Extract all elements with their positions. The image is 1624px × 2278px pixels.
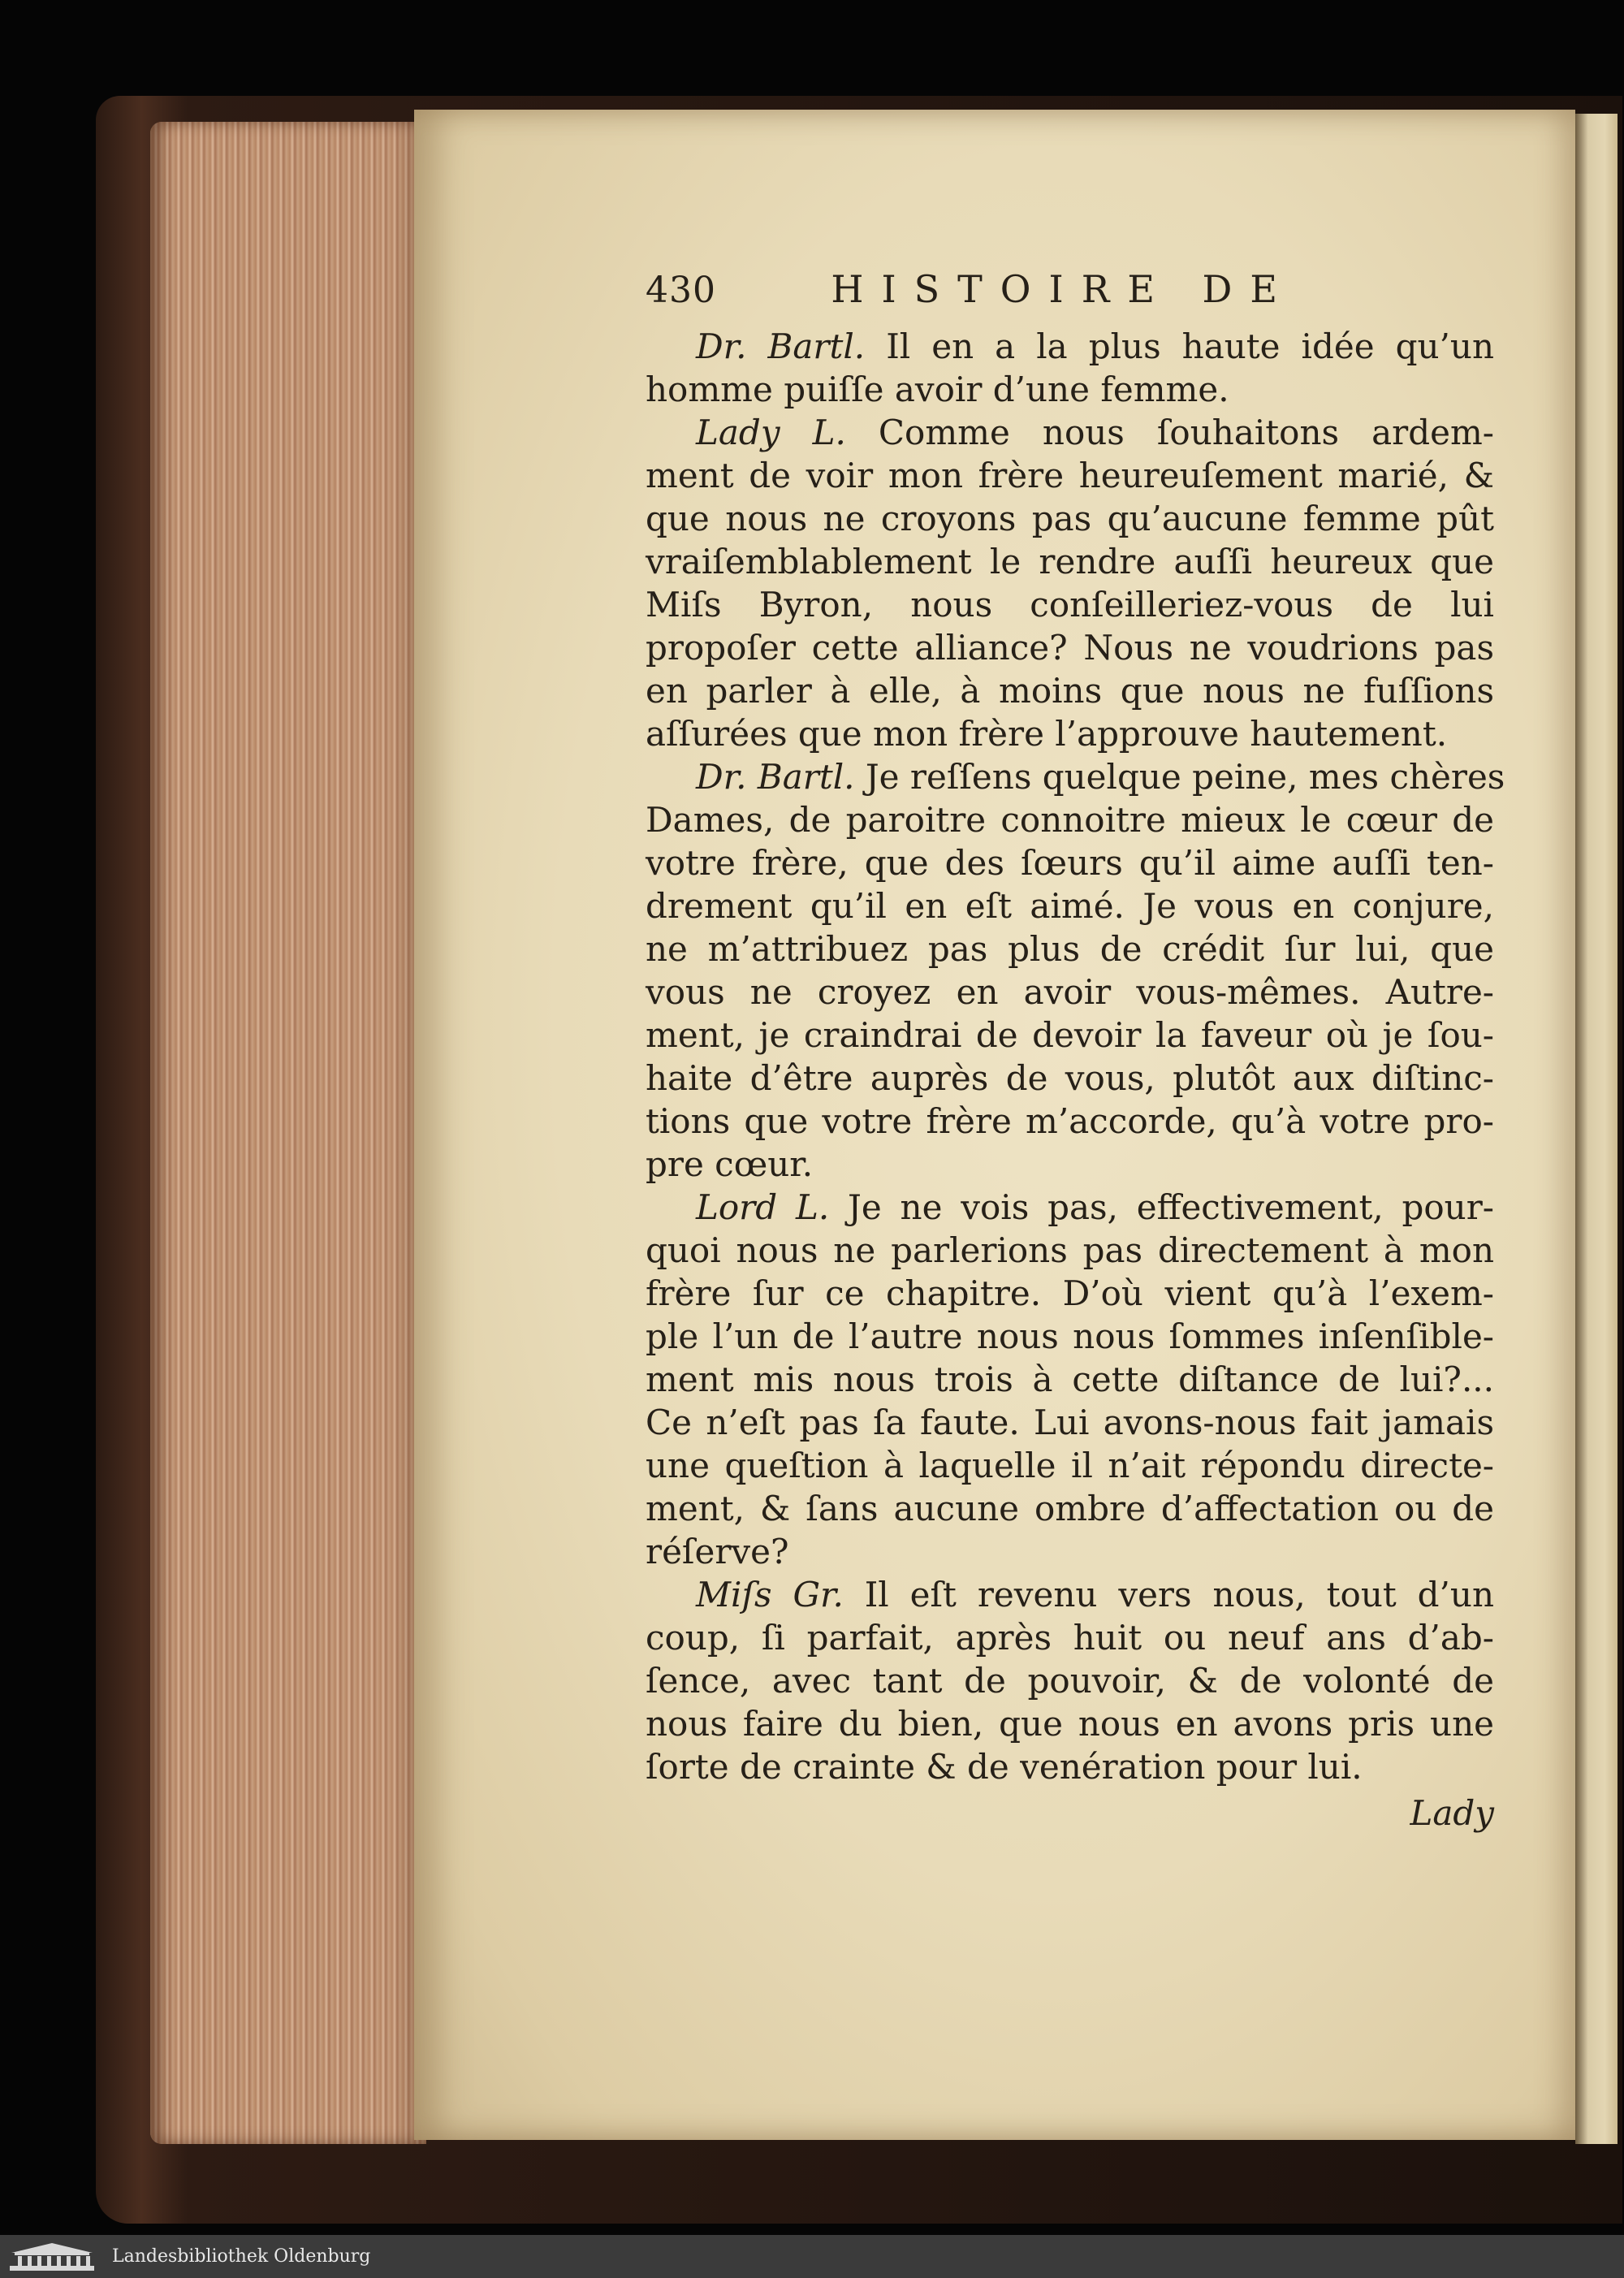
text-line <box>646 1745 1494 1788</box>
text-line <box>646 1057 1494 1100</box>
text-line <box>646 755 1505 798</box>
line-text: Il en a la plus haute idée qu’un <box>886 326 1494 366</box>
speaker-name: Miſs Gr. <box>696 1575 844 1614</box>
library-name: Landesbibliothek Oldenburg <box>112 2246 371 2267</box>
text-block <box>646 267 1505 1835</box>
page-number: 430 <box>646 270 716 311</box>
speaker-name: Dr. Bartl. <box>696 326 866 366</box>
running-head: HISTOIRE DE <box>831 267 1295 311</box>
line-text: ment, je craindrai de devoir la faveur où je ſou- <box>646 1015 1494 1055</box>
text-line <box>646 1186 1494 1229</box>
text-line <box>646 1444 1494 1487</box>
line-text: ple l’un de l’autre nous nous ſommes inſenſible- <box>646 1316 1494 1356</box>
text-line <box>646 669 1494 712</box>
line-text: vous ne croyez en avoir vous-mêmes. Autre- <box>646 972 1494 1012</box>
line-text: Il eſt revenu vers nous, tout d’un <box>864 1575 1494 1614</box>
text-line <box>646 540 1494 583</box>
text-line <box>646 841 1494 884</box>
library-building-icon <box>8 2241 96 2272</box>
line-text: une queſtion à laquelle il n’ait répondu directe- <box>646 1446 1494 1485</box>
line-text: nous faire du bien, que nous en avons pris une <box>646 1704 1494 1744</box>
text-line <box>646 411 1494 454</box>
body-text <box>646 325 1505 1788</box>
text-line <box>646 454 1494 497</box>
line-text: que nous ne croyons pas qu’aucune femme pût <box>646 499 1494 538</box>
line-text: ne m’attribuez pas plus de crédit ſur lui, que <box>646 929 1494 969</box>
line-text: coup, ſi parfait, après huit ou neuf ans d’ab- <box>646 1618 1494 1658</box>
text-line <box>646 626 1494 669</box>
text-line <box>646 1573 1494 1616</box>
text-line <box>646 1702 1494 1745</box>
page-header <box>646 268 1295 317</box>
line-text: homme puiſſe avoir d’une femme. <box>646 370 1229 409</box>
line-text: Je ne vois pas, effectivement, pour- <box>848 1187 1494 1227</box>
line-text: drement qu’il en eſt aimé. Je vous en conjure, <box>646 886 1494 926</box>
speaker-name: Lord L. <box>696 1187 830 1227</box>
line-text: quoi nous ne parlerions pas directement à mon <box>646 1230 1494 1270</box>
text-line <box>646 1143 1494 1186</box>
line-text: vraiſemblablement le rendre auſſi heureux que <box>646 542 1494 581</box>
line-text: Ce n’eſt pas ſa faute. Lui avons-nous fait jamais <box>646 1403 1494 1442</box>
text-line <box>646 1315 1494 1358</box>
text-line <box>646 1530 1494 1573</box>
text-line <box>646 1616 1494 1659</box>
text-line <box>646 1487 1494 1530</box>
text-line <box>646 1229 1494 1272</box>
text-line <box>646 1659 1494 1702</box>
line-text: pre cœur. <box>646 1144 814 1184</box>
text-line <box>646 1358 1494 1401</box>
line-text: ment, & ſans aucune ombre d’affectation ou de <box>646 1489 1494 1528</box>
line-text: en parler à elle, à moins que nous ne fuſſions <box>646 671 1494 711</box>
line-text: ment mis nous trois à cette diſtance de lui?... <box>646 1359 1494 1399</box>
facing-page-edge <box>1575 114 1618 2144</box>
catchword: Lady <box>1410 1793 1494 1833</box>
text-line <box>646 884 1494 927</box>
line-text: aſſurées que mon frère l’approuve hautement. <box>646 714 1448 754</box>
line-text: haite d’être auprès de vous, plutôt aux diſtinc- <box>646 1058 1494 1098</box>
text-line <box>646 368 1494 411</box>
text-line <box>646 970 1494 1014</box>
text-line <box>646 497 1494 540</box>
speaker-name: Dr. Bartl. <box>696 757 855 797</box>
text-line <box>646 325 1494 368</box>
line-text: tions que votre frère m’accorde, qu’à votre pro- <box>646 1101 1494 1141</box>
text-line <box>646 1100 1494 1143</box>
line-text: propoſer cette alliance? Nous ne voudrions pas <box>646 628 1494 668</box>
line-text: frère ſur ce chapitre. D’où vient qu’à l’exem- <box>646 1273 1494 1313</box>
text-line <box>646 583 1494 626</box>
line-text: réſerve? <box>646 1532 789 1571</box>
line-text: ſence, avec tant de pouvoir, & de volonté de <box>646 1661 1494 1701</box>
text-line <box>646 1014 1494 1057</box>
page-edges <box>150 122 426 2144</box>
speaker-name: Lady L. <box>696 413 846 452</box>
text-line <box>646 712 1494 755</box>
text-line <box>646 1272 1494 1315</box>
text-line <box>646 927 1494 970</box>
line-text: ſorte de crainte & de venération pour lui. <box>646 1747 1363 1787</box>
line-text: Miſs Byron, nous conſeilleriez-vous de lui <box>646 585 1494 625</box>
text-line <box>646 1401 1494 1444</box>
text-line <box>646 798 1494 841</box>
line-text: ment de voir mon frère heureuſement marié, & <box>646 456 1494 495</box>
line-text: Je reſſens quelque peine, mes chères <box>865 757 1505 797</box>
line-text: Comme nous ſouhaitons ardem- <box>878 413 1494 452</box>
line-text: Dames, de paroitre connoitre mieux le cœur de <box>646 800 1494 840</box>
line-text: votre frère, que des ſœurs qu’il aime auſſi ten- <box>646 843 1494 883</box>
library-footer-bar <box>0 2235 1624 2278</box>
